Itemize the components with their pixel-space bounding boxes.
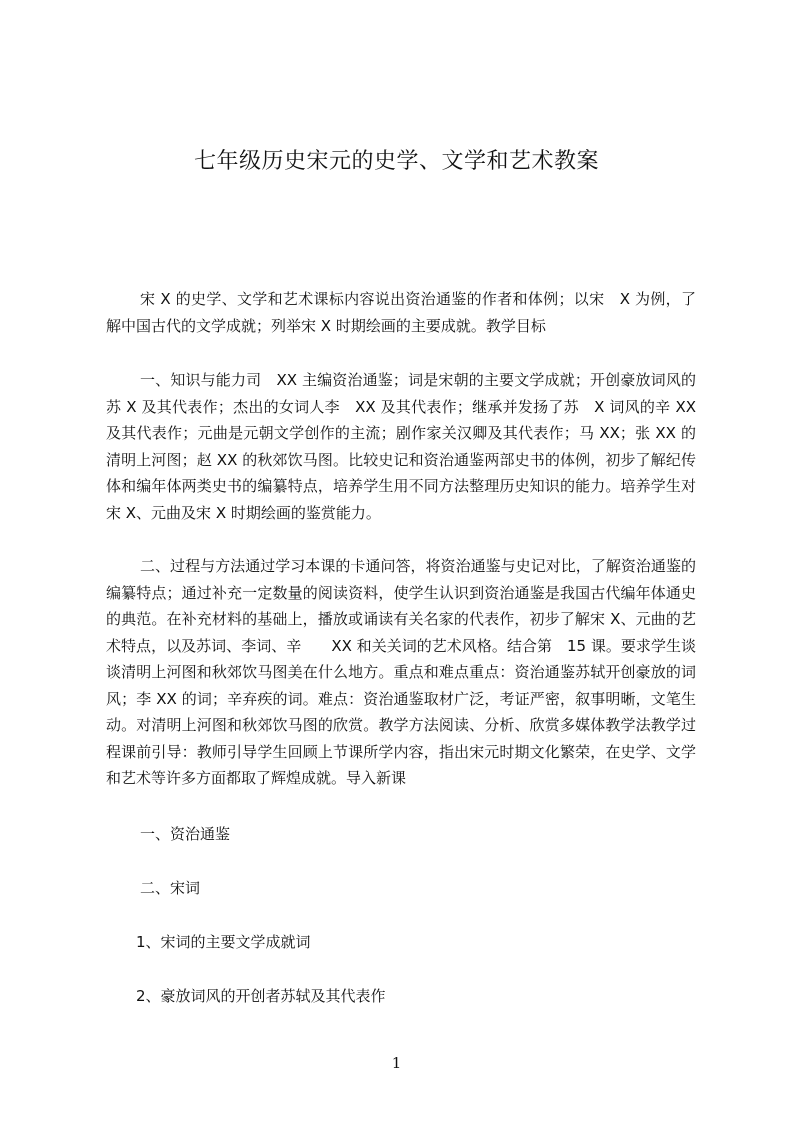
paragraph-process-method: 二、过程与方法通过学习本课的卡通问答，将资治通鉴与史记对比，了解资治通鉴的编纂特点；通过补充一定数量的阅读资料，使学生认识到资治通鉴是我国古代编年体通史的典范。在补充材料的基础上，播放或诵读有关名家的代表作，初步了解宋 X、元曲的艺术特点，以及苏词、李词、辛 XX 和关关词的艺术风格。结合第 15 课。要求学生谈谈清明上河图和秋郊饮马图美在什么地方。重点和难点重点：资治通鉴苏轼开创豪放的词风；李 XX 的词；辛弃疾的词。难点：资治通鉴取材广泛，考证严密，叙事明晰，文笔生动。对清明上河图和秋郊饮马图的欣赏。教学方法阅读、分析、欣赏多媒体教学法教学过程课前引导：教师引导学生回顾上节课所学内容，指出宋元时期文化繁荣，在史学、文学和艺术等许多方面都取了辉煌成就。导入新课 bbox=[106, 557, 696, 787]
paragraph-knowledge-ability: 一、知识与能力司 XX 主编资治通鉴；词是宋朝的主要文学成就；开创豪放词风的苏 X 及其代表作；杰出的女词人李 XX 及其代表作；继承并发扬了苏 X 词风的辛 XX 及其代表作；元曲是元朝文学创作的主流；剧作家关汉卿及其代表作；马 XX；张 XX 的清明上河图；赵 XX 的秋郊饮马图。比较史记和资治通鉴两部史书的体例，初步了解纪传体和编年体两类史书的编纂特点，培养学生用不同方法整理历史知识的能力。培养学生对宋 X、元曲及宋 X 时期绘画的鉴赏能力。 bbox=[106, 371, 696, 522]
paragraph-intro: 宋 X 的史学、文学和艺术课标内容说出资治通鉴的作者和体例；以宋 X 为例，了解中国古代的文学成就；列举宋 X 时期绘画的主要成就。教学目标 bbox=[106, 290, 696, 335]
list-item: 2、豪放词风的开创者苏轼及其代表作 bbox=[136, 987, 386, 1005]
section-heading-song-ci: 二、宋词 bbox=[140, 879, 201, 897]
list-item: 1、宋词的主要文学成就词 bbox=[136, 933, 311, 951]
document-title: 七年级历史宋元的史学、文学和艺术教案 bbox=[193, 149, 599, 174]
section-heading-zizhi-tongjian: 一、资治通鉴 bbox=[140, 825, 231, 843]
page-number: 1 bbox=[391, 1054, 402, 1072]
